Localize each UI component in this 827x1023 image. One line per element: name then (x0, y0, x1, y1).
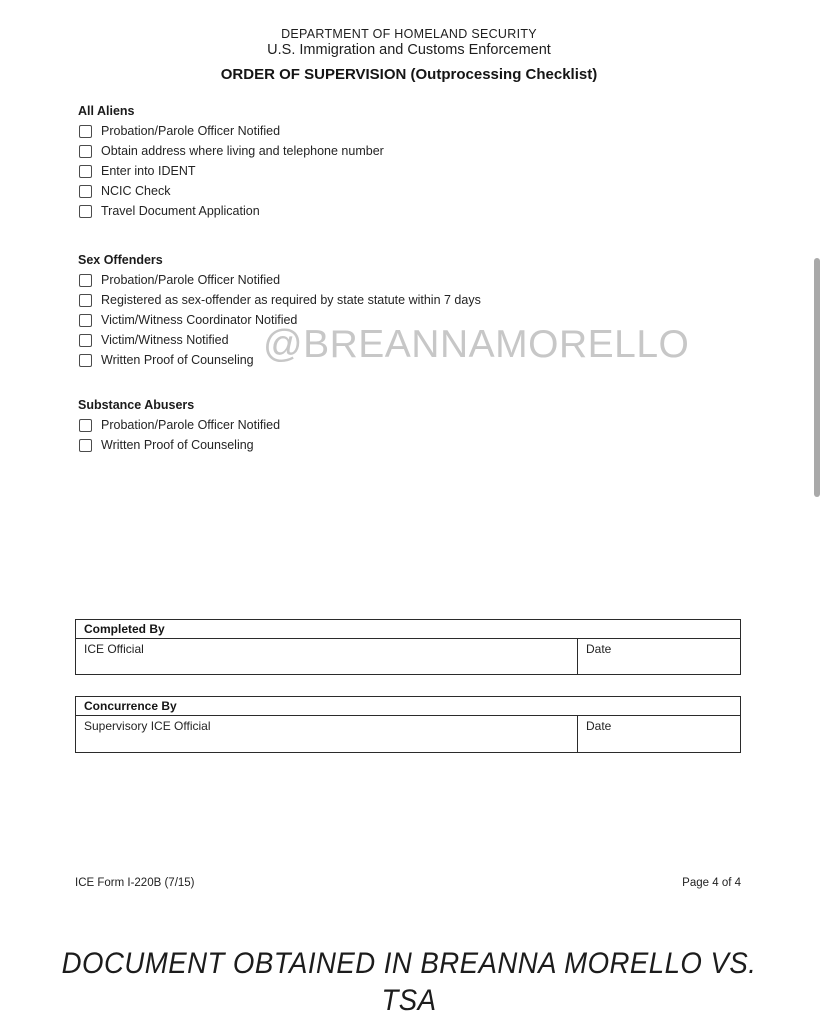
checklist-item (79, 330, 481, 350)
checkbox[interactable] (79, 165, 92, 178)
checklist-item (79, 415, 280, 435)
header-department: DEPARTMENT OF HOMELAND SECURITY (281, 27, 537, 41)
caption-line-1: DOCUMENT OBTAINED IN BREANNA MORELLO VS. (61, 947, 757, 980)
checkbox-label: Enter into IDENT (101, 164, 196, 178)
checklist-item (79, 435, 280, 455)
checklist-item (79, 141, 384, 161)
checklist-substance-abusers (79, 415, 280, 455)
checklist-item (79, 290, 481, 310)
table-row (76, 639, 740, 674)
document-footer (75, 877, 741, 889)
table-header-concurrence-by: Concurrence By (76, 697, 740, 716)
checkbox-label: Victim/Witness Coordinator Notified (101, 313, 298, 327)
checklist-sex-offenders (79, 270, 481, 370)
checkbox[interactable] (79, 334, 92, 347)
form-title: ORDER OF SUPERVISION (Outprocessing Checklist) (220, 66, 598, 83)
checkbox-label: Probation/Parole Officer Notified (101, 273, 281, 287)
checkbox-label: Probation/Parole Officer Notified (101, 124, 281, 138)
section-heading-all-aliens: All Aliens (78, 104, 135, 118)
scrollbar-thumb[interactable] (814, 258, 820, 497)
concurrence-by-table (75, 696, 741, 753)
page-indicator: Page 4 of 4 (682, 877, 741, 889)
checklist-item (79, 350, 481, 370)
watermark-text: @BREANNAMORELLO (263, 323, 690, 366)
checklist-item (79, 270, 481, 290)
checkbox[interactable] (79, 314, 92, 327)
checklist-item (79, 181, 384, 201)
checklist-item (79, 201, 384, 221)
checkbox-label: Victim/Witness Notified (101, 333, 229, 347)
checkbox[interactable] (79, 274, 92, 287)
caption-line-2: TSA (381, 984, 437, 1017)
form-number: ICE Form I-220B (7/15) (75, 877, 195, 889)
checkbox-label: Probation/Parole Officer Notified (101, 418, 281, 432)
checkbox-label: Registered as sex-offender as required by state statute within 7 days (101, 293, 481, 307)
completed-by-table (75, 619, 741, 675)
ice-official-cell: ICE Official (84, 642, 144, 656)
checklist-all-aliens (79, 121, 384, 221)
checkbox[interactable] (79, 439, 92, 452)
table-header-completed-by: Completed By (76, 620, 740, 639)
section-heading-sex-offenders: Sex Offenders (78, 253, 163, 267)
checkbox[interactable] (79, 419, 92, 432)
checkbox-label: NCIC Check (101, 184, 171, 198)
checkbox[interactable] (79, 125, 92, 138)
checklist-item (79, 161, 384, 181)
checkbox[interactable] (79, 185, 92, 198)
date-cell: Date (577, 716, 740, 752)
checkbox-label: Written Proof of Counseling (101, 438, 254, 452)
checkbox-label: Written Proof of Counseling (101, 353, 254, 367)
checkbox-label: Travel Document Application (101, 204, 260, 218)
checkbox[interactable] (79, 145, 92, 158)
checkbox[interactable] (79, 205, 92, 218)
checklist-item (79, 121, 384, 141)
date-cell: Date (577, 639, 740, 674)
table-row (76, 716, 740, 752)
checkbox-label: Obtain address where living and telephone number (101, 144, 384, 158)
checkbox[interactable] (79, 354, 92, 367)
section-heading-substance-abusers: Substance Abusers (78, 398, 195, 412)
checklist-item (79, 310, 481, 330)
supervisory-ice-official-cell: Supervisory ICE Official (84, 719, 211, 733)
header-agency: U.S. Immigration and Customs Enforcement (267, 42, 551, 58)
checkbox[interactable] (79, 294, 92, 307)
